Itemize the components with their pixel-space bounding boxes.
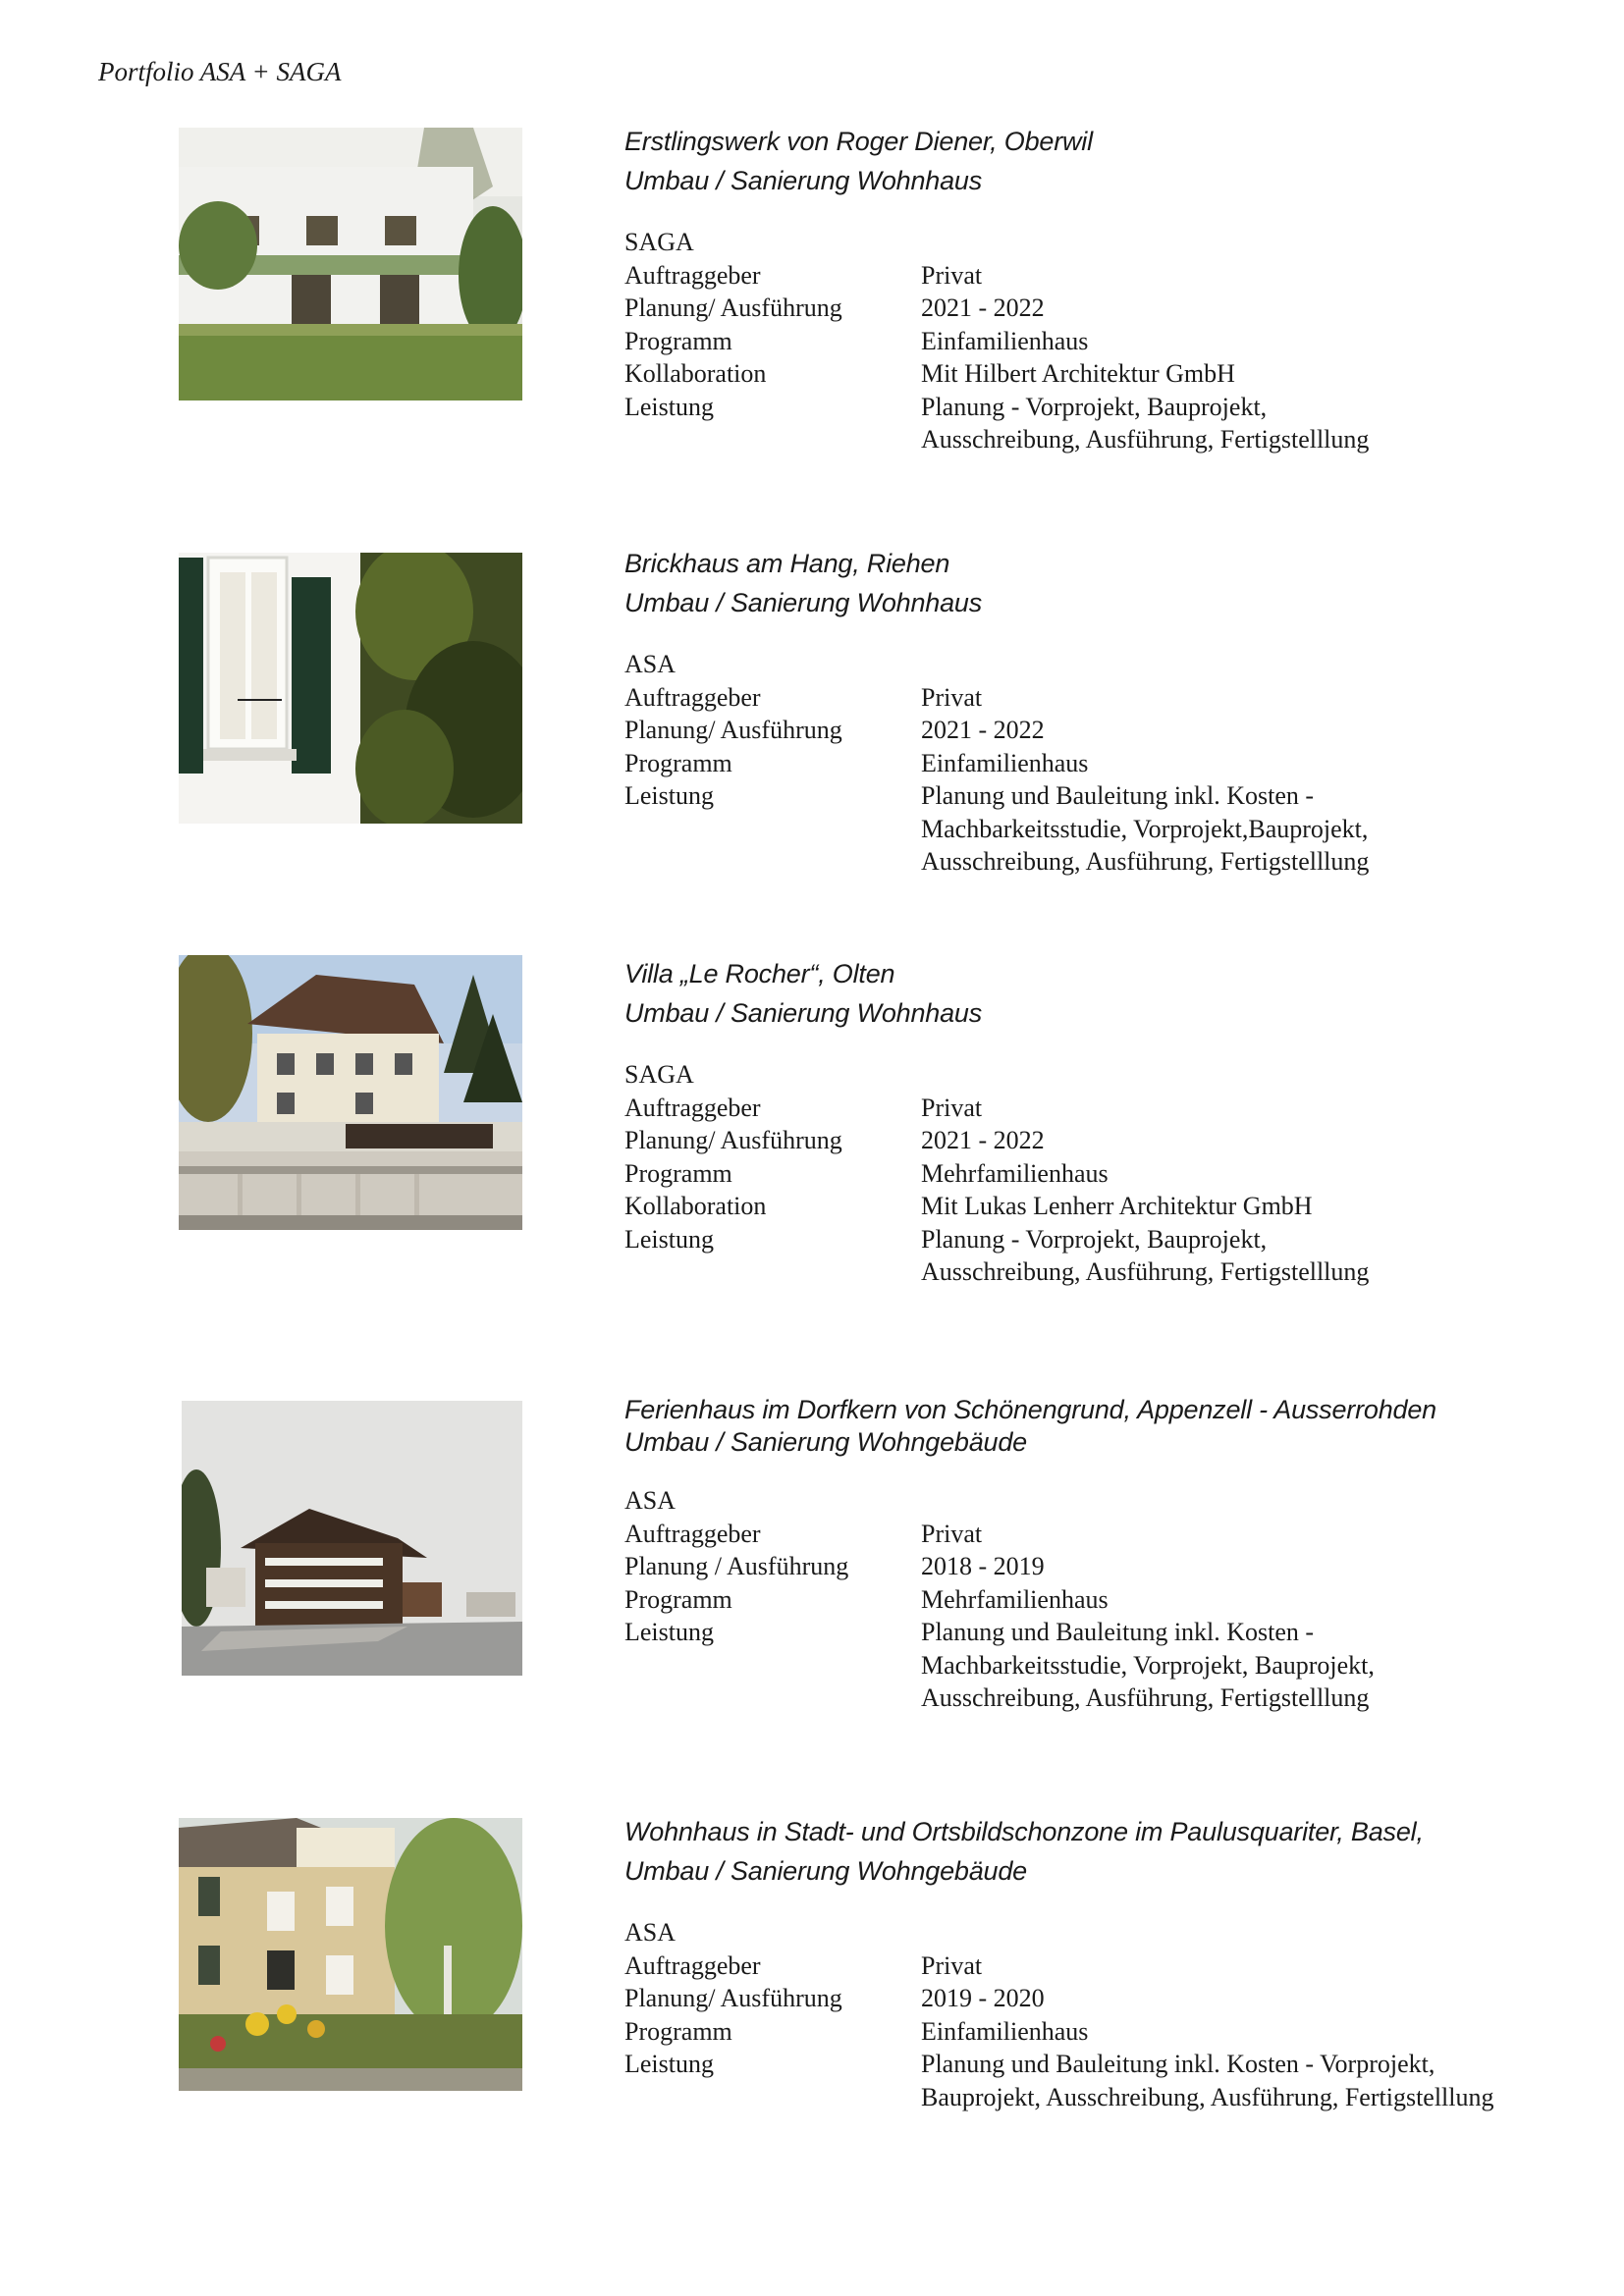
detail-label: Programm <box>624 2016 732 2046</box>
detail-value: Mit Hilbert Architektur GmbH <box>921 359 1235 388</box>
detail-row <box>624 714 1587 747</box>
detail-row <box>624 1223 1587 1289</box>
project-4-firm: ASA <box>624 1486 677 1515</box>
project-1-title: Erstlingswerk von Roger Diener, Oberwil <box>624 127 1093 156</box>
detail-label: Kollaboration <box>624 359 767 388</box>
detail-value: Mehrfamilienhaus <box>921 1158 1109 1188</box>
detail-label: Leistung <box>624 2050 714 2078</box>
detail-value: Planung - Vorprojekt, Bauprojekt, Ausschreibung, Ausführung, Fertigstelllung <box>921 1224 1370 1286</box>
detail-row <box>624 259 1587 293</box>
project-1-photo <box>179 128 522 400</box>
detail-row <box>624 1949 1587 1983</box>
detail-row <box>624 1124 1587 1157</box>
project-5-photo <box>179 1818 522 2091</box>
project-4-subtitle: Umbau / Sanierung Wohngebäude <box>624 1427 1027 1457</box>
detail-value: Privat <box>921 1950 983 1980</box>
detail-row <box>624 1190 1587 1223</box>
detail-value: Einfamilienhaus <box>921 2016 1089 2046</box>
detail-row <box>624 1157 1587 1191</box>
detail-value: 2021 - 2022 <box>921 716 1045 744</box>
detail-label: Programm <box>624 748 732 777</box>
detail-label: Planung/ Ausführung <box>624 1126 842 1154</box>
project-1-info <box>624 122 1587 456</box>
detail-value: Einfamilienhaus <box>921 748 1089 777</box>
project-3-info <box>624 954 1587 1289</box>
detail-row <box>624 292 1587 325</box>
detail-value: Privat <box>921 1519 983 1548</box>
project-5-title: Wohnhaus in Stadt- und Ortsbildschonzone im Paulusquariter, Basel, <box>624 1817 1424 1846</box>
project-5-subtitle: Umbau / Sanierung Wohngebäude <box>624 1856 1027 1886</box>
detail-value: Privat <box>921 260 983 290</box>
detail-row <box>624 1616 1587 1715</box>
detail-value: 2021 - 2022 <box>921 294 1045 322</box>
detail-label: Auftraggeber <box>624 260 761 290</box>
detail-value: 2019 - 2020 <box>921 1984 1045 2012</box>
detail-row <box>624 1518 1587 1551</box>
detail-label: Auftraggeber <box>624 682 761 712</box>
detail-row <box>624 681 1587 715</box>
detail-value: Mit Lukas Lenherr Architektur GmbH <box>921 1192 1313 1220</box>
project-4-info <box>624 1394 1587 1715</box>
detail-value: Planung und Bauleitung inkl. Kosten - Machbarkeitsstudie, Vorprojekt,Bauprojekt, Ausschreibung, Ausführung, Fertigstelllung <box>921 781 1370 876</box>
project-2-subtitle: Umbau / Sanierung Wohnhaus <box>624 588 983 617</box>
detail-row <box>624 747 1587 780</box>
detail-label: Planung/ Ausführung <box>624 294 842 322</box>
detail-value: 2018 - 2019 <box>921 1552 1045 1580</box>
detail-label: Programm <box>624 1158 732 1188</box>
page-header: Portfolio ASA + SAGA <box>98 57 342 86</box>
project-3-photo <box>179 955 522 1230</box>
detail-row <box>624 1982 1587 2015</box>
detail-value: Privat <box>921 682 983 712</box>
project-1-subtitle: Umbau / Sanierung Wohnhaus <box>624 166 983 195</box>
detail-row <box>624 357 1587 391</box>
project-3-subtitle: Umbau / Sanierung Wohnhaus <box>624 998 983 1028</box>
project-2-firm: ASA <box>624 650 677 678</box>
project-3-title: Villa „Le Rocher“, Olten <box>624 959 895 988</box>
detail-row <box>624 325 1587 358</box>
detail-row <box>624 1092 1587 1125</box>
detail-row <box>624 1550 1587 1583</box>
detail-label: Leistung <box>624 1618 714 1646</box>
detail-label: Kollaboration <box>624 1192 767 1220</box>
detail-row <box>624 779 1587 879</box>
project-2-info <box>624 544 1587 879</box>
detail-value: Einfamilienhaus <box>921 326 1089 355</box>
detail-label: Planung/ Ausführung <box>624 1984 842 2012</box>
project-1-firm: SAGA <box>624 228 694 256</box>
project-2-title: Brickhaus am Hang, Riehen <box>624 549 950 578</box>
detail-value: Planung und Bauleitung inkl. Kosten - Vorprojekt, Bauprojekt, Ausschreibung, Ausführung, Fertigstelllung <box>921 2050 1494 2111</box>
detail-label: Programm <box>624 1584 732 1614</box>
detail-row <box>624 2048 1587 2113</box>
project-4-title: Ferienhaus im Dorfkern von Schönengrund, Appenzell - Ausserrohden <box>624 1395 1436 1424</box>
detail-label: Leistung <box>624 392 714 421</box>
detail-label: Planung/ Ausführung <box>624 716 842 744</box>
project-5-firm: ASA <box>624 1918 677 1947</box>
detail-row <box>624 391 1587 456</box>
detail-value: Privat <box>921 1093 983 1122</box>
detail-row <box>624 2015 1587 2049</box>
detail-label: Planung / Ausführung <box>624 1552 849 1580</box>
project-3-firm: SAGA <box>624 1060 694 1089</box>
detail-row <box>624 1583 1587 1617</box>
detail-label: Programm <box>624 326 732 355</box>
detail-value: Mehrfamilienhaus <box>921 1584 1109 1614</box>
detail-value: 2021 - 2022 <box>921 1126 1045 1154</box>
detail-label: Auftraggeber <box>624 1950 761 1980</box>
detail-label: Auftraggeber <box>624 1093 761 1122</box>
project-2-photo <box>179 553 522 824</box>
detail-value: Planung und Bauleitung inkl. Kosten - Machbarkeitsstudie, Vorprojekt, Bauprojekt, Ausschreibung, Ausführung, Fertigstelllung <box>921 1618 1375 1712</box>
detail-value: Planung - Vorprojekt, Bauprojekt, Ausschreibung, Ausführung, Fertigstelllung <box>921 392 1370 454</box>
project-5-info <box>624 1812 1587 2113</box>
detail-label: Leistung <box>624 781 714 810</box>
project-4-photo <box>182 1401 522 1676</box>
detail-label: Auftraggeber <box>624 1519 761 1548</box>
detail-label: Leistung <box>624 1224 714 1254</box>
